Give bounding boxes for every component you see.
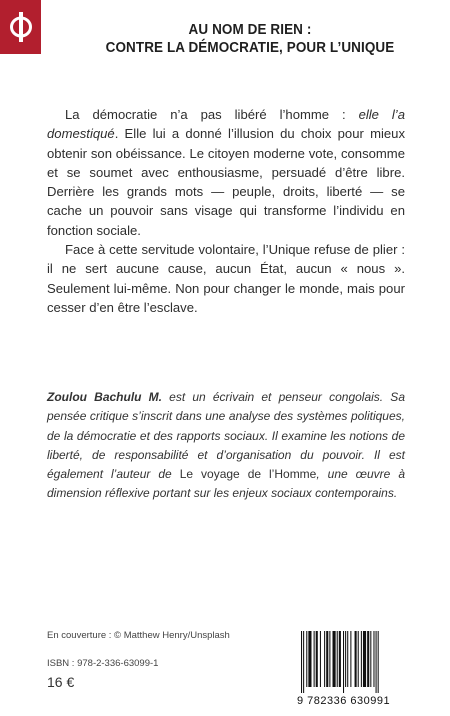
- blurb-p1-emphasis: elle l’a domestiqué: [47, 107, 405, 142]
- isbn: ISBN : 978-2-336-63099-1: [47, 658, 159, 669]
- cover-credit: En couverture : © Matthew Henry/Unsplash: [47, 630, 230, 641]
- barcode-icon: [299, 631, 411, 703]
- book-title: [73, 21, 426, 57]
- blurb-paragraph-2: Face à cette servitude volontaire, l’Unique refuse de plier : il ne sert aucune cause, aucun État, aucun « nous ». Seulement lui-même. Non pour changer le monde, mais pour cesser d’en être l’esclave.: [47, 242, 405, 315]
- bio-book-title: Le voyage de l’Homme: [179, 467, 317, 482]
- blurb-p1-end: . Elle lui a donné l’illusion du choix pour mieux obtenir son obéissance. Le citoyen moderne vote, consomme et se soumet avec enthousiasme, persuadé d’être libre. Derrière les grands mots — peuple, droits, liberté — se cache un pouvoir sans visage qui transforme l’individu en fonction sociale.: [47, 126, 405, 238]
- author-bio: [47, 388, 405, 504]
- blurb-paragraph-1: [47, 105, 405, 240]
- bio-text-2: , une œuvre à dimension réflexive portant sur les enjeux sociaux contemporains.: [47, 467, 405, 501]
- phi-logo-icon: [8, 10, 34, 44]
- blurb-p1-start: La démocratie n’a pas libéré l’homme :: [65, 107, 359, 122]
- publisher-logo: [0, 0, 41, 54]
- back-cover-blurb: [47, 105, 405, 317]
- price: 16 €: [47, 674, 75, 690]
- bio-text-1: est un écrivain et penseur congolais. Sa pensée critique s’inscrit dans une analyse des systèmes politiques, de la démocratie et des rapports sociaux. Il examine les notions de liberté, de responsabilité et d’organisation du pouvoir. Il est également l’auteur de: [47, 390, 405, 482]
- barcode-number: 9 782336 630991: [297, 695, 391, 707]
- title-line-1: AU NOM DE RIEN :: [188, 22, 312, 38]
- author-name: Zoulou Bachulu M.: [47, 390, 162, 404]
- title-line-2: CONTRE LA DÉMOCRATIE, POUR L’UNIQUE: [105, 40, 395, 56]
